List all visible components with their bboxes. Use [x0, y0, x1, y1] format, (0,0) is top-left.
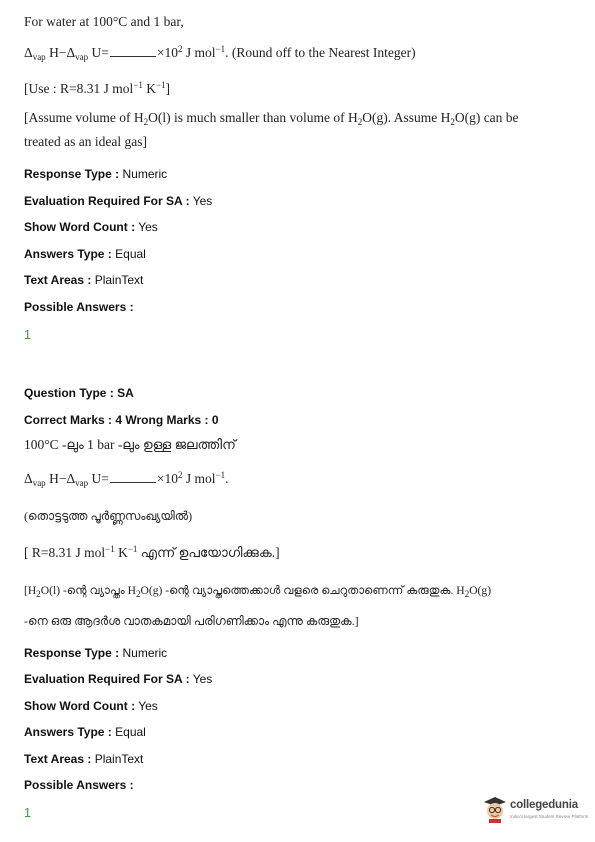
- possible-answer: 1: [24, 328, 31, 342]
- response-type-2: Response Type : Numeric: [24, 646, 168, 660]
- answer-blank: [110, 45, 156, 57]
- possible-answers-label-2: Possible Answers :: [24, 778, 134, 792]
- question-type: Question Type : SA: [24, 386, 134, 400]
- marks: Correct Marks : 4 Wrong Marks : 0: [24, 413, 219, 427]
- q2-use-constant: [ R=8.31 J mol$^{-1}$ $K^{-1}$ എന്ന് ഉപയോഗിക്കുക.]: [24, 544, 280, 560]
- q1-intro: For water at 100°C and 1 bar,: [24, 14, 184, 29]
- mascot-icon: [482, 795, 508, 823]
- q2-round-note: (തൊട്ടടുത്ത പൂർണ്ണസംഖ്യയിൽ): [24, 509, 193, 523]
- q2-equation: $\Delta_{vap}$ $H-\Delta_{vap}$ $U= \times 10^2$ J mol$^{-1}$.: [24, 470, 229, 488]
- show-word-count: Show Word Count : Yes: [24, 220, 158, 234]
- q1-assumption-cont: treated as an ideal gas]: [24, 134, 147, 149]
- answers-type: Answers Type : Equal: [24, 247, 146, 261]
- q2-intro: 100°C -ലും 1 bar -ലും ഉള്ള ജലത്തിന്: [24, 437, 236, 452]
- q1-equation: $\Delta_{vap}$ $H-\Delta_{vap}$ $U= \times 10^2$ J mol$^{-1}$. (Round off to the Nearest Integer): [24, 44, 416, 62]
- evaluation-required-2: Evaluation Required For SA : Yes: [24, 672, 213, 686]
- answers-type-2: Answers Type : Equal: [24, 725, 146, 739]
- answer-blank: [110, 471, 156, 483]
- possible-answer-2: 1: [24, 806, 31, 820]
- q1-assumption: [Assume volume of $H_2O(l)$ is much smaller than volume of $H_2O(g)$. Assume $H_2O(g)$ can be: [24, 110, 519, 127]
- evaluation-required: Evaluation Required For SA : Yes: [24, 194, 213, 208]
- show-word-count-2: Show Word Count : Yes: [24, 699, 158, 713]
- response-type: Response Type : Numeric: [24, 167, 168, 181]
- logo-tagline: India's largest Student Review Platform: [510, 814, 589, 819]
- logo-name: collegedunia: [510, 799, 578, 811]
- possible-answers-label: Possible Answers :: [24, 300, 134, 314]
- text-areas: Text Areas : PlainText: [24, 273, 144, 287]
- text-areas-2: Text Areas : PlainText: [24, 752, 144, 766]
- q2-assumption: [$H_2O(l)$ -ന്റെ വ്യാപ്തം $H_2O(g)$ -ന്റെ വ്യാപ്തത്തെക്കാൾ വളരെ ചെറുതാണെന്ന് കരുതുക. $H_2O(g)$: [24, 584, 492, 599]
- q2-assumption-cont: -നെ ഒരു ആദർശ വാതകമായി പരിഗണിക്കാം എന്നു കരുതുക.]: [24, 614, 359, 628]
- collegedunia-logo: [482, 795, 590, 825]
- q1-use-constant: [Use : R=8.31 J mol$^{-1}$ $K^{-1}$]: [24, 80, 171, 96]
